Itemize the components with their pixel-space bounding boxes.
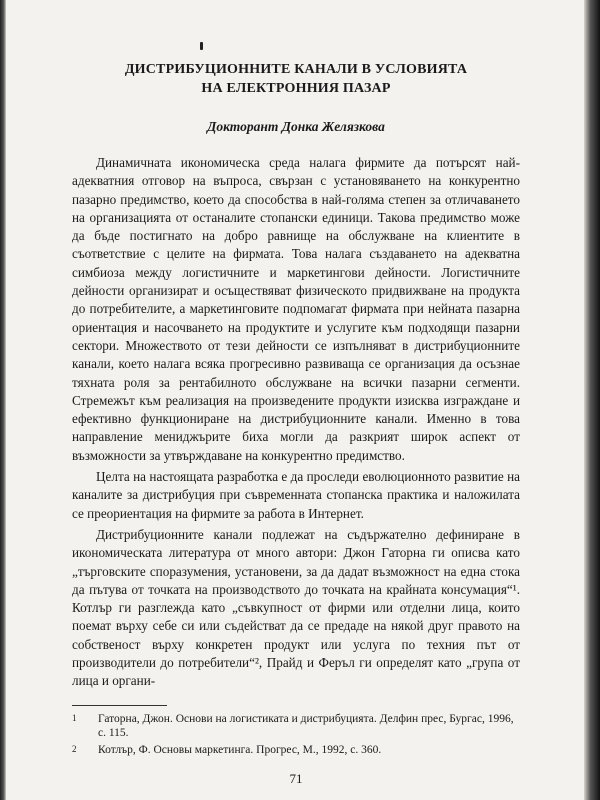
footnote-text: Гаторна, Джон. Основи на логистиката и дистрибуцията. Делфин прес, Бургас, 1996, с. 115. — [98, 712, 514, 740]
page-number: 71 — [289, 771, 303, 787]
document-page — [72, 60, 520, 787]
author-line: Докторант Донка Желязкова — [207, 119, 385, 134]
article-title — [72, 60, 520, 98]
paragraph: Динамичната икономическа среда налага фирмите да потърсят най-адекватния отговор на въпроса, свързан с установяването на конкурентно пазарно предимство, което да способства в най-голяма степен за отличаването на организацията от останалите стопански единици. Такова предимство може да бъде постигнато на добро равнище на обслужване на клиентите в съответствие с целите на фирмата. Това налага създаването на адекватна симбиоза между логистичните и маркетингови дейности. Логистичните дейности организират и осъществяват физическото придвижване на продукта до потребителите, а маркетинговите подпомагат фирмата при нейната пазарна ориентация и насочването на продуктите и услугите към подходящи пазарни сектори. Множеството от тези дейности се изпълняват в дистрибуционните канали, което налага всяка прогресивно развиваща се организация да осъзнае тяхната роля за рентабилното обслужване на всички пазарни сегменти. Стремежът към реализация на произведените продукти изисква изграждане и ефективно функциониране на дистрибуционните канали. Именно в това направление мениджърите биха могли да разкрият широк аспект от възможности за утвърждаване на конкурентно предимство. — [72, 155, 520, 463]
scan-edge-right — [584, 0, 600, 800]
paragraph: Целта на настоящата разработка е да проследи еволюционното развитие на каналите за дистрибуция при съвременната стопанска практика и наложилата се преориентация на фирмите за работа в Интернет. — [72, 469, 520, 521]
footnote-number: 1 — [72, 712, 77, 723]
footnotes — [72, 712, 520, 758]
footnote — [72, 712, 520, 741]
footnote-text: Котлър, Ф. Основы маркетинга. Прогрес, М., 1992, с. 360. — [98, 743, 382, 756]
title-line-2: НА ЕЛЕКТРОННИЯ ПАЗАР — [201, 81, 391, 96]
paragraph: Дистрибуционните канали подлежат на съдържателно дефиниране в икономическата литература от много автори: Джон Гаторна ги описва като „търговските споразумения, установени, за да дадат възможност на една стока да пътува от точката на производството до точката на крайната консумация“¹. Котлър ги разглежда като „съвкупност от фирми или отделни лица, които поемат върху себе си или съдействат да се предаде на някой друг правото на собственост върху конкретен продукт или услуга по техния път от производители до потребители“², Прайд и Феръл ги определят като „група от лица и органи- — [72, 526, 520, 689]
scan-speck — [200, 42, 203, 50]
footnote-number: 2 — [72, 743, 77, 754]
footnote — [72, 743, 520, 758]
scan-edge-left — [0, 0, 6, 800]
footnote-divider — [72, 705, 167, 706]
article-body — [72, 154, 520, 691]
title-line-1: ДИСТРИБУЦИОННИТЕ КАНАЛИ В УСЛОВИЯТА — [124, 62, 468, 77]
